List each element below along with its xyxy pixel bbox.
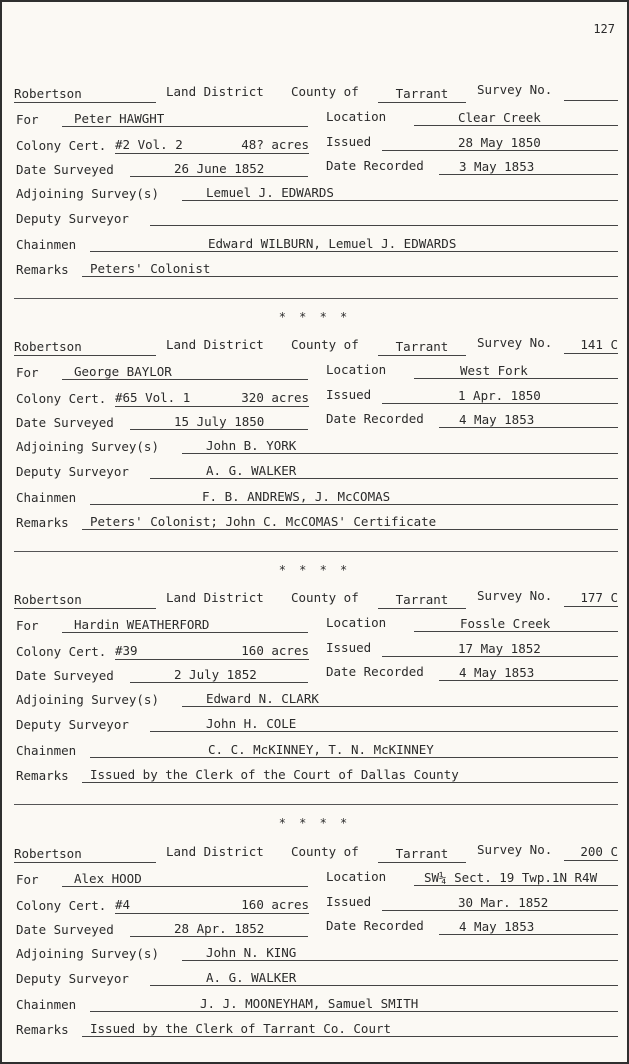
county-of-label: County of — [291, 590, 359, 605]
chainmen-value: Edward WILBURN, Lemuel J. EDWARDS — [90, 236, 618, 252]
date-surveyed-value: 28 Apr. 1852 — [130, 921, 308, 937]
remarks-value: Issued by the Clerk of the Court of Dallas County — [82, 767, 618, 783]
location-value: West Fork — [414, 363, 618, 379]
deputy-value — [150, 210, 618, 226]
survey-no-value — [564, 84, 618, 101]
land-district-label: Land District — [166, 337, 264, 352]
remarks-label: Remarks — [16, 1022, 69, 1037]
colony-cert-label: Colony Cert. — [16, 391, 107, 406]
deputy-label: Deputy Surveyor — [16, 211, 129, 226]
record-separator: * * * * — [278, 310, 351, 324]
survey-record — [2, 840, 627, 1060]
for-value: Alex HOOD — [62, 871, 308, 887]
date-surveyed-value: 26 June 1852 — [130, 161, 308, 177]
issued-label: Issued — [326, 387, 372, 402]
record-separator: * * * * — [278, 563, 351, 577]
acres-value: 48? acres — [225, 137, 309, 154]
remarks-value: Peters' Colonist — [82, 261, 618, 277]
land-district-label: Land District — [166, 590, 264, 605]
colony-cert-value: #65 Vol. 1 — [115, 390, 225, 407]
for-value: Hardin WEATHERFORD — [62, 617, 308, 633]
date-recorded-label: Date Recorded — [326, 411, 424, 426]
acres-value: 320 acres — [225, 390, 309, 407]
survey-no-label: Survey No. — [477, 588, 553, 603]
colony-cert-value: #39 — [115, 643, 225, 660]
location-label: Location — [326, 869, 387, 884]
date-recorded-value: 4 May 1853 — [439, 919, 618, 935]
location-label: Location — [326, 615, 387, 630]
chainmen-label: Chainmen — [16, 490, 77, 505]
colony-cert-label: Colony Cert. — [16, 644, 107, 659]
chainmen-label: Chainmen — [16, 743, 77, 758]
district-value: Robertson — [14, 339, 156, 356]
for-label: For — [16, 112, 39, 127]
county-of-label: County of — [291, 337, 359, 352]
chainmen-label: Chainmen — [16, 997, 77, 1012]
colony-cert-value: #4 — [115, 897, 225, 914]
adjoining-value: Lemuel J. EDWARDS — [182, 185, 618, 201]
deputy-value: A. G. WALKER — [150, 970, 618, 986]
issued-value: 30 Mar. 1852 — [382, 895, 618, 911]
deputy-label: Deputy Surveyor — [16, 971, 129, 986]
date-recorded-label: Date Recorded — [326, 918, 424, 933]
adjoining-value: John B. YORK — [182, 438, 618, 454]
issued-value: 17 May 1852 — [382, 641, 618, 657]
survey-no-value: 177 C — [564, 590, 618, 607]
issued-label: Issued — [326, 894, 372, 909]
for-value: George BAYLOR — [62, 364, 308, 380]
location-label: Location — [326, 109, 387, 124]
chainmen-value: F. B. ANDREWS, J. McCOMAS — [90, 489, 618, 505]
date-surveyed-value: 2 July 1852 — [130, 667, 308, 683]
acres-value: 160 acres — [225, 897, 309, 914]
adjoining-label: Adjoining Survey(s) — [16, 439, 159, 454]
location-value: SW¼ Sect. 19 Twp.1N R4W — [414, 870, 618, 886]
date-recorded-value: 4 May 1853 — [439, 665, 618, 681]
adjoining-label: Adjoining Survey(s) — [16, 692, 159, 707]
county-value: Tarrant — [378, 339, 466, 356]
district-value: Robertson — [14, 86, 156, 103]
for-label: For — [16, 872, 39, 887]
district-value: Robertson — [14, 592, 156, 609]
survey-record — [2, 333, 627, 583]
issued-label: Issued — [326, 640, 372, 655]
acres-value: 160 acres — [225, 643, 309, 660]
location-label: Location — [326, 362, 387, 377]
chainmen-label: Chainmen — [16, 237, 77, 252]
blank-line — [14, 298, 618, 299]
issued-value: 28 May 1850 — [382, 135, 618, 151]
issued-value: 1 Apr. 1850 — [382, 388, 618, 404]
survey-no-label: Survey No. — [477, 335, 553, 350]
page-number: 127 — [593, 22, 615, 36]
for-value: Peter HAWGHT — [62, 111, 308, 127]
date-surveyed-value: 15 July 1850 — [130, 414, 308, 430]
land-district-label: Land District — [166, 844, 264, 859]
colony-cert-label: Colony Cert. — [16, 898, 107, 913]
county-value: Tarrant — [378, 86, 466, 103]
date-surveyed-label: Date Surveyed — [16, 162, 114, 177]
date-recorded-label: Date Recorded — [326, 158, 424, 173]
location-value: Fossle Creek — [414, 616, 618, 632]
remarks-label: Remarks — [16, 262, 69, 277]
deputy-label: Deputy Surveyor — [16, 464, 129, 479]
deputy-value: John H. COLE — [150, 716, 618, 732]
chainmen-value: C. C. McKINNEY, T. N. McKINNEY — [90, 742, 618, 758]
chainmen-value: J. J. MOONEYHAM, Samuel SMITH — [90, 996, 618, 1012]
colony-cert-label: Colony Cert. — [16, 138, 107, 153]
deputy-label: Deputy Surveyor — [16, 717, 129, 732]
survey-no-label: Survey No. — [477, 842, 553, 857]
adjoining-label: Adjoining Survey(s) — [16, 946, 159, 961]
adjoining-label: Adjoining Survey(s) — [16, 186, 159, 201]
remarks-value: Issued by the Clerk of Tarrant Co. Court — [82, 1021, 618, 1037]
land-district-label: Land District — [166, 84, 264, 99]
issued-label: Issued — [326, 134, 372, 149]
county-of-label: County of — [291, 84, 359, 99]
date-surveyed-label: Date Surveyed — [16, 415, 114, 430]
location-value: Clear Creek — [414, 110, 618, 126]
district-value: Robertson — [14, 846, 156, 863]
remarks-label: Remarks — [16, 515, 69, 530]
county-value: Tarrant — [378, 846, 466, 863]
survey-no-label: Survey No. — [477, 82, 553, 97]
county-of-label: County of — [291, 844, 359, 859]
adjoining-value: John N. KING — [182, 945, 618, 961]
deputy-value: A. G. WALKER — [150, 463, 618, 479]
blank-line — [14, 804, 618, 805]
date-recorded-value: 4 May 1853 — [439, 412, 618, 428]
record-separator: * * * * — [278, 816, 351, 830]
survey-record — [2, 586, 627, 836]
survey-no-value: 141 C — [564, 337, 618, 354]
blank-line — [14, 551, 618, 552]
colony-cert-value: #2 Vol. 2 — [115, 137, 225, 154]
survey-record — [2, 80, 627, 330]
remarks-value: Peters' Colonist; John C. McCOMAS' Certificate — [82, 514, 618, 530]
date-recorded-label: Date Recorded — [326, 664, 424, 679]
adjoining-value: Edward N. CLARK — [182, 691, 618, 707]
survey-no-value: 200 C — [564, 844, 618, 861]
date-recorded-value: 3 May 1853 — [439, 159, 618, 175]
county-value: Tarrant — [378, 592, 466, 609]
date-surveyed-label: Date Surveyed — [16, 922, 114, 937]
for-label: For — [16, 618, 39, 633]
for-label: For — [16, 365, 39, 380]
remarks-label: Remarks — [16, 768, 69, 783]
date-surveyed-label: Date Surveyed — [16, 668, 114, 683]
